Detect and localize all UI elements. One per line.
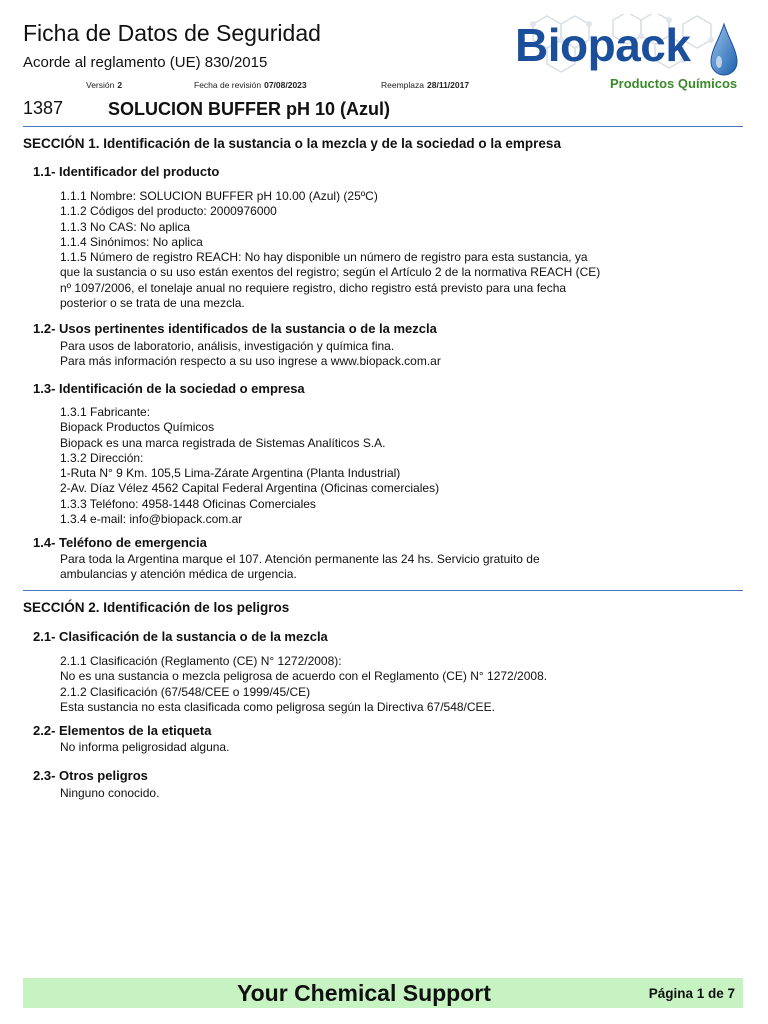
replaces-label: Reemplaza [381, 80, 424, 90]
revision-label: Fecha de revisión [194, 80, 262, 90]
text-line: 1.3.3 Teléfono: 4958-1448 Oficinas Comerciales [60, 496, 316, 511]
subsection-1-1-heading: 1.1- Identificador del producto [33, 164, 220, 179]
subsection-1-4-heading: 1.4- Teléfono de emergencia [33, 535, 207, 550]
text-line: Ninguno conocido. [60, 786, 160, 800]
page-number: Página 1 de 7 [648, 986, 735, 1001]
text-line: 2.1.2 Clasificación (67/548/CEE o 1999/45/CE) [60, 684, 311, 699]
section-1-heading: SECCIÓN 1. Identificación de la sustancia o la mezcla y de la sociedad o la empresa [23, 136, 561, 151]
section-2-heading: SECCIÓN 2. Identificación de los peligros [23, 600, 290, 615]
biopack-logo [513, 14, 743, 92]
footer-slogan: Your Chemical Support [237, 980, 491, 1006]
page-footer [23, 978, 743, 1008]
brand-name: Biopack [515, 19, 691, 71]
subsection-2-1-text [60, 654, 547, 715]
text-line: 1.1.1 Nombre: SOLUCION BUFFER pH 10.00 (Azul) (25ºC) [60, 189, 378, 203]
text-line: 1.1.4 Sinónimos: No aplica [60, 234, 203, 249]
text-line: Para usos de laboratorio, análisis, investigación y química fina. [60, 339, 395, 353]
version-label: Versión [86, 80, 115, 90]
replaces-value: 28/11/2017 [427, 80, 470, 90]
product-code: 1387 [23, 98, 64, 118]
text-line: 1.3.4 e-mail: info@biopack.com.ar [60, 512, 243, 527]
text-line: Esta sustancia no esta clasificada como peligrosa según la Directiva 67/548/CEE. [60, 699, 495, 714]
text-line: No informa peligrosidad alguna. [60, 740, 230, 754]
replaces-info [381, 80, 469, 90]
text-line: nº 1097/2006, el tonelaje anual no requiere registro, dicho registro está previsto para una fecha [60, 280, 567, 295]
document-title: Ficha de Datos de Seguridad [23, 20, 321, 46]
version-info [86, 80, 122, 90]
text-line: ambulancias y atención médica de urgencia. [60, 567, 297, 582]
text-line: posterior o se trata de una mezcla. [60, 296, 245, 311]
text-line: Biopack Productos Químicos [60, 420, 215, 435]
text-line: 1.3.1 Fabricante: [60, 405, 151, 419]
subsection-1-1-text [60, 189, 600, 311]
subsection-1-4-text [60, 552, 540, 583]
revision-value: 07/08/2023 [264, 80, 307, 90]
text-line: 1-Ruta N° 9 Km. 105,5 Lima-Zárate Argentina (Planta Industrial) [60, 466, 401, 481]
subsection-2-2-text [60, 740, 229, 755]
subsection-2-1-heading: 2.1- Clasificación de la sustancia o de la mezcla [33, 629, 328, 644]
subsection-2-3-heading: 2.3- Otros peligros [33, 768, 148, 783]
subsection-1-3-heading: 1.3- Identificación de la sociedad o empresa [33, 381, 305, 396]
text-line: 1.3.2 Dirección: [60, 450, 144, 465]
text-line: que la sustancia o su uso están exentos del registro; según el Artículo 2 de la normativa REACH (CE) [60, 265, 601, 280]
brand-tagline: Productos Químicos [610, 76, 738, 91]
text-line: 1.1.2 Códigos del producto: 2000976000 [60, 204, 277, 219]
text-line: Para más información respecto a su uso ingrese a www.biopack.com.ar [60, 354, 441, 369]
revision-date-info [194, 80, 307, 90]
text-line: 2.1.1 Clasificación (Reglamento (CE) N° 1272/2008): [60, 654, 342, 668]
text-line: Biopack es una marca registrada de Sistemas Analíticos S.A. [60, 435, 386, 450]
text-line: Para toda la Argentina marque el 107. Atención permanente las 24 hs. Servicio gratuito de [60, 552, 540, 566]
regulation-subtitle: Acorde al reglamento (UE) 830/2015 [23, 54, 268, 71]
water-drop-icon [709, 22, 739, 78]
text-line: 1.1.5 Número de registro REACH: No hay disponible un número de registro para esta sustancia, ya [60, 250, 588, 265]
subsection-1-3-text [60, 405, 439, 527]
subsection-1-2-text [60, 339, 441, 370]
text-line: No es una sustancia o mezcla peligrosa de acuerdo con el Reglamento (CE) N° 1272/2008. [60, 669, 548, 684]
subsection-2-2-heading: 2.2- Elementos de la etiqueta [33, 723, 212, 738]
divider [23, 126, 743, 127]
text-line: 1.1.3 No CAS: No aplica [60, 219, 191, 234]
version-value: 2 [117, 80, 123, 90]
subsection-1-2-heading: 1.2- Usos pertinentes identificados de la sustancia o de la mezcla [33, 321, 437, 336]
product-name: SOLUCION BUFFER pH 10 (Azul) [108, 99, 390, 119]
subsection-2-3-text [60, 786, 159, 801]
divider [23, 590, 743, 591]
text-line: 2-Av. Díaz Vélez 4562 Capital Federal Argentina (Oficinas comerciales) [60, 481, 440, 496]
